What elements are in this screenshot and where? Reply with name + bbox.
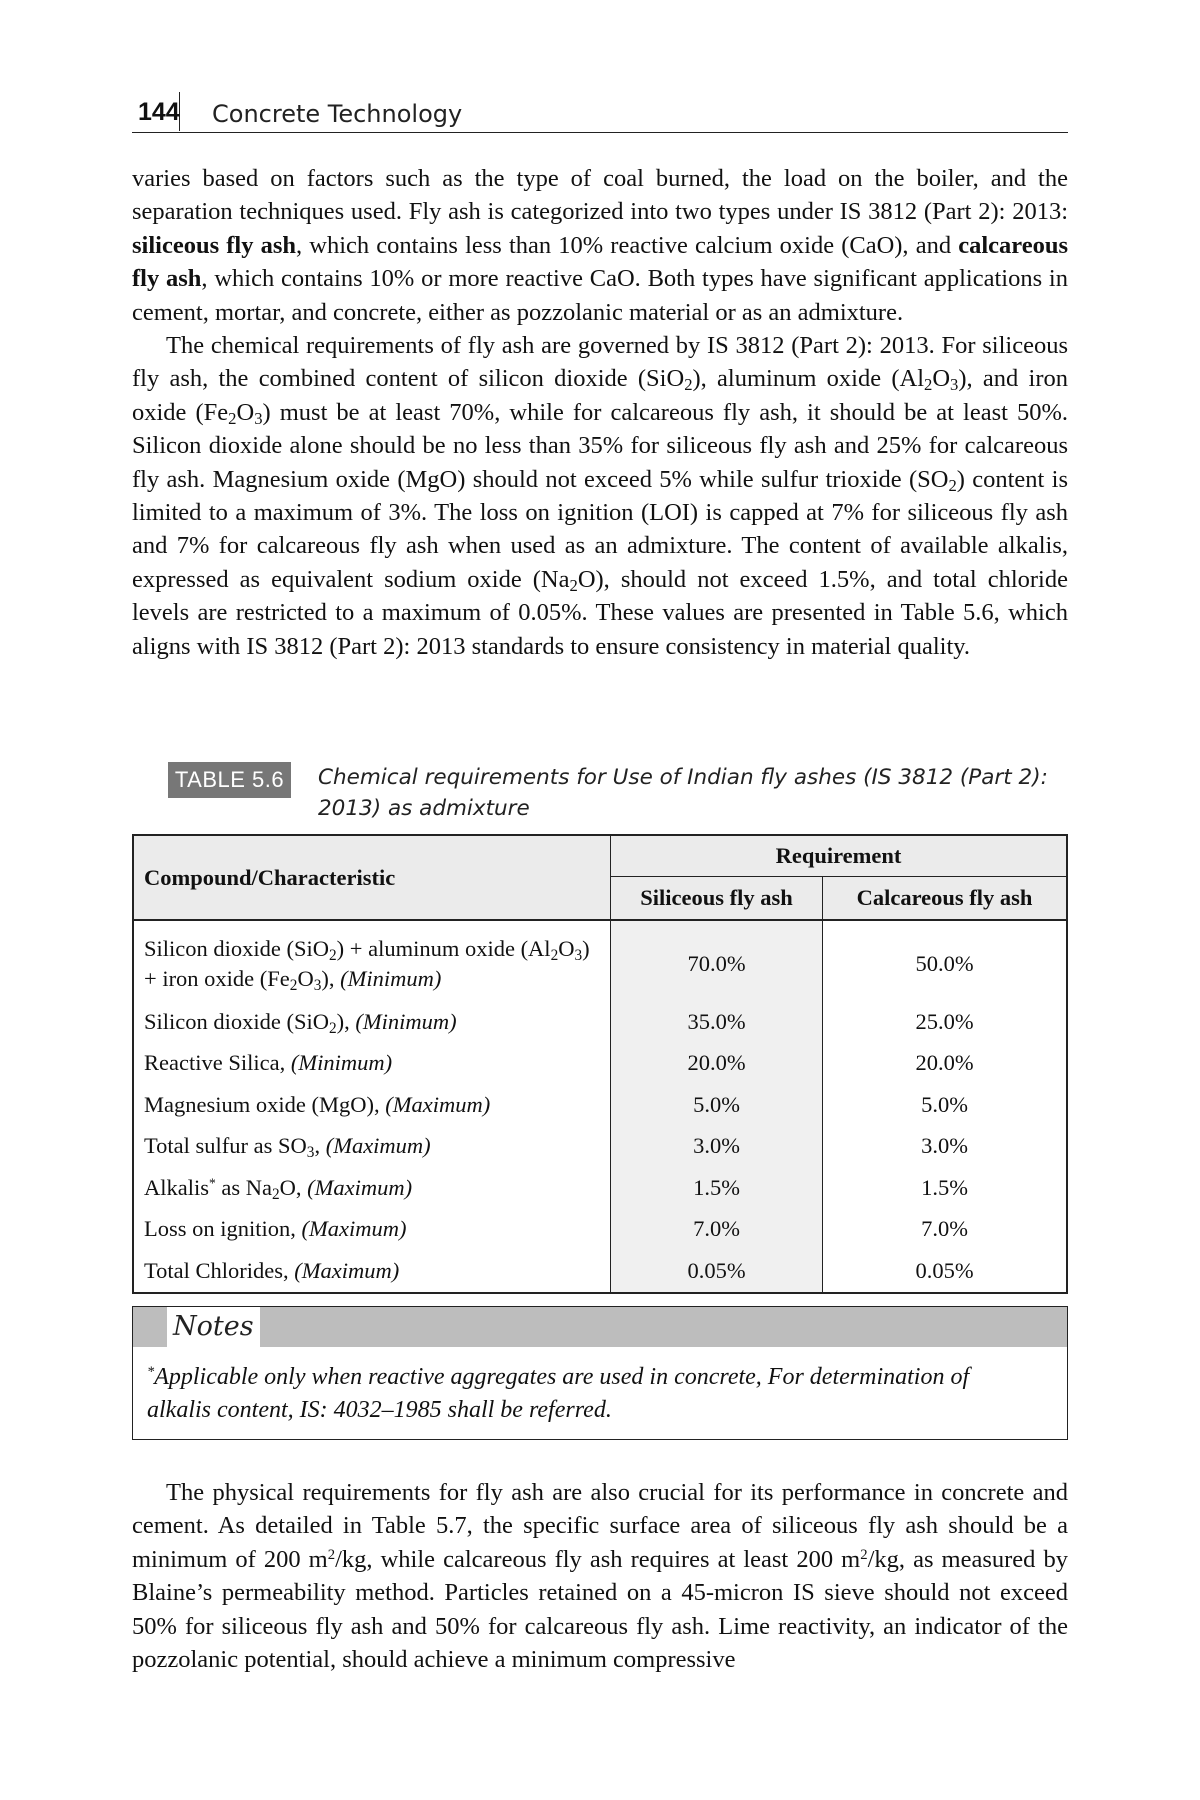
cell-calcareous: 1.5% (823, 1167, 1067, 1209)
paragraph-2: The chemical requirements of fly ash are governed by IS 3812 (Part 2): 2013. For siliceous fly ash, the combined content of silicon dioxide (SiO$_2$), aluminum oxide $(Al_2O_3)$, and iron oxide $(Fe_2O_3)$ must be at least 70%, while for calcareous fly ash, it should be at least 50%. Silicon dioxide alone should be no less than 35% for siliceous fly ash and 25% for calcareous fly ash. Magnesium oxide (MgO) should not exceed 5% while sulfur trioxide $(SO_2)$ content is limited to a maximum of 3%. The loss on ignition (LOI) is capped at 7% for siliceous fly ash and 7% for calcareous fly ash when used as an admixture. The content of available alkalis, expressed as equivalent sodium oxide $(Na_2O)$, should not exceed 1.5%, and total chloride levels are restricted to a maximum of 0.05%. These values are presented in Table 5.6, which aligns with IS 3812 (Part 2): 2013 standards to ensure consistency in material quality. (132, 332, 1069, 660)
cell-siliceous: 0.05% (611, 1250, 823, 1293)
cell-siliceous: 7.0% (611, 1209, 823, 1251)
body-text-bottom (132, 1476, 1068, 1676)
caption-text: Chemical requirements for Use of Indian fly ashes (IS 3812 (Part 2): 2013) as admixture (318, 765, 1048, 821)
running-title: Concrete Technology (212, 100, 463, 128)
cell-siliceous: 3.0% (611, 1126, 823, 1168)
page-header (132, 92, 1068, 133)
table-tag: TABLE 5.6 (168, 762, 291, 798)
notes-box (132, 1306, 1068, 1440)
row-label: Total Chlorides, (Maximum) (144, 1257, 400, 1283)
requirements-table (132, 834, 1068, 1294)
cell-siliceous: 1.5% (611, 1167, 823, 1209)
page-number: 144 (132, 92, 180, 131)
notes-bar (133, 1307, 1067, 1347)
cell-calcareous: 7.0% (823, 1209, 1067, 1251)
cell-calcareous: 50.0% (823, 920, 1067, 1001)
cell-calcareous: 5.0% (823, 1084, 1067, 1126)
notes-text: *Applicable only when reactive aggregates are used in concrete, For determination of alkalis content, IS: 4032–1985 shall be referred. (147, 1364, 970, 1423)
notes-label: Notes (167, 1307, 260, 1347)
row-label: Reactive Silica, (Minimum) (144, 1050, 393, 1076)
row-label: Silicon dioxide (SiO$_2$) + aluminum oxide $(Al_2O_3)$ + iron oxide $(Fe_2O_3)$, (Minimum) (133, 920, 611, 1001)
header-compound: Compound/Characteristic (133, 835, 611, 920)
row-label: Alkalis* as $Na_2O$, (Maximum) (144, 1174, 413, 1203)
paragraph-3: The physical requirements for fly ash are also crucial for its performance in concrete and cement. As detailed in Table 5.7, the specific surface area of siliceous fly ash should be a minimum of 200 $m^2/kg$, while calcareous fly ash requires at least 200 $m^2/kg$, as measured by Blaine’s permeability method. Particles retained on a 45-micron IS sieve should not exceed 50% for siliceous fly ash and 50% for calcareous fly ash. Lime reactivity, an indicator of the pozzolanic potential, should achieve a minimum compressive (132, 1479, 1069, 1674)
row-label: Loss on ignition, (Maximum) (144, 1216, 407, 1242)
row-label: Silicon dioxide (SiO$_2$), (Minimum) (144, 1008, 457, 1037)
cell-siliceous: 20.0% (611, 1043, 823, 1085)
header-requirement: Requirement (611, 835, 1068, 877)
cell-calcareous: 25.0% (823, 1001, 1067, 1043)
header-siliceous: Siliceous fly ash (611, 877, 823, 921)
cell-calcareous: 3.0% (823, 1126, 1067, 1168)
table-row (133, 1084, 1067, 1126)
table-row (133, 1043, 1067, 1085)
cell-siliceous: 70.0% (611, 920, 823, 1001)
table-row (133, 1209, 1067, 1251)
term-calcareous: calcareous fly ash (132, 231, 1068, 293)
term-siliceous: siliceous fly ash (132, 231, 297, 259)
body-text-top (132, 162, 1068, 663)
header-calcareous: Calcareous fly ash (823, 877, 1067, 921)
table-row (133, 1001, 1067, 1043)
table-row (133, 1250, 1067, 1293)
table-row (133, 1167, 1067, 1209)
row-label: Magnesium oxide (MgO), (Maximum) (144, 1091, 491, 1117)
table-row (133, 920, 1067, 1001)
cell-calcareous: 0.05% (823, 1250, 1067, 1293)
paragraph-1: varies based on factors such as the type of coal burned, the load on the boiler, and the separation techniques used. Fly ash is categorized into two types under IS 3812 (Part 2): 2013: siliceous fly ash, which contains less than 10% reactive calcium oxide (CaO), and calcareous fly ash, which contains 10% or more reactive CaO. Both types have significant applications in cement, mortar, and concrete, either as pozzolanic material or as an admixture. (132, 165, 1068, 326)
cell-siliceous: 35.0% (611, 1001, 823, 1043)
cell-calcareous: 20.0% (823, 1043, 1067, 1085)
table-row (133, 1126, 1067, 1168)
row-label: Total sulfur as $SO_3$, (Maximum) (144, 1133, 431, 1162)
cell-siliceous: 5.0% (611, 1084, 823, 1126)
